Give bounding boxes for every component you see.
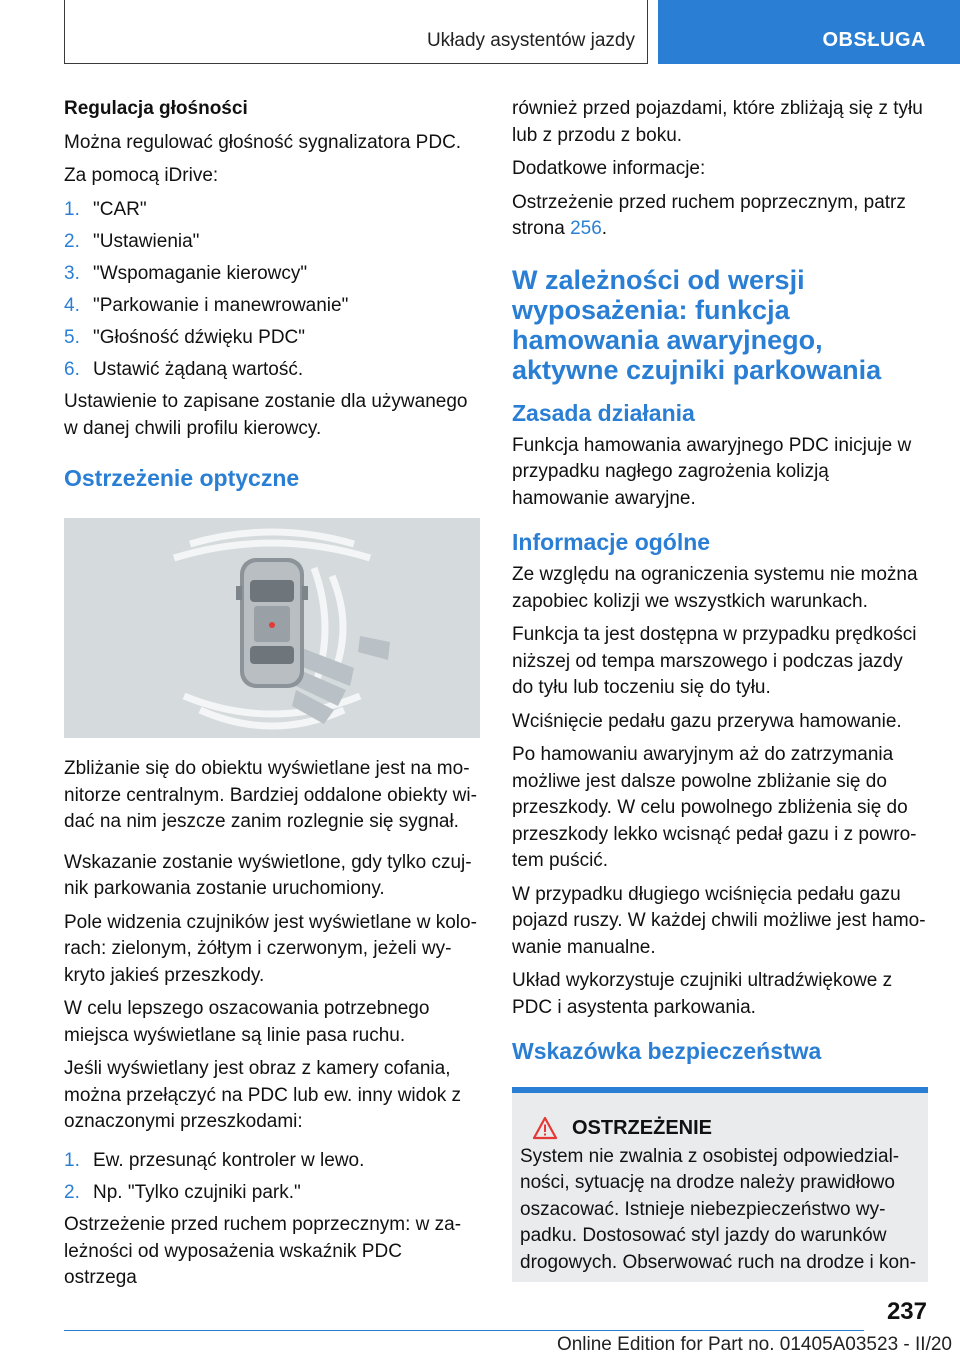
paragraph: Zbliżanie się do obiektu wyświetlane jest na mo-nitorze centralnym. Bardziej oddalone obiekty wi-dać na nim jeszcze zanim rozlegnie się sygnał.	[64, 758, 477, 832]
paragraph: Ze względu na ograniczenia systemu nie można zapobiec kolizji we wszystkich warunkach.	[512, 564, 918, 612]
list-item	[64, 293, 480, 320]
paragraph: Pole widzenia czujników jest wyświetlane w kolo-rach: zielonym, żółtym i czerwonym, jeżeli wy-kryto jakieś przeszkody.	[64, 911, 477, 986]
paragraph: również przed pojazdami, które zbliżają się z tyłu lub z przodu z boku.	[512, 98, 923, 146]
right-column	[512, 96, 928, 1282]
list-item	[64, 229, 480, 256]
subsection-safety: Wskazówka bezpieczeństwa	[512, 1038, 822, 1064]
subsection-general: Informacje ogólne	[512, 529, 711, 555]
footer-divider	[64, 1330, 864, 1331]
list-text: "Wspomaganie kierowcy"	[93, 262, 308, 284]
list-number: 6.	[64, 358, 80, 380]
paragraph: Dodatkowe informacje:	[512, 158, 706, 179]
list-text: "Ustawienia"	[93, 230, 200, 252]
warning-text: System nie zwalnia z osobistej odpowiedzial-ności, sytuację na drodze należy prawidłowo oszacować. Istnieje niebezpieczeństwo wy-padku. Dostosować styl jazdy do warunków drogowych. Obserwować ruch na drodze i kon-	[520, 1145, 917, 1273]
list-number: 2.	[64, 230, 80, 252]
list-text: Np. "Tylko czujniki park."	[93, 1181, 301, 1203]
list-number: 4.	[64, 294, 80, 316]
paragraph: Można regulować głośność sygnalizatora PDC.	[64, 131, 462, 153]
pdc-display-image	[64, 518, 480, 738]
list-item	[64, 261, 480, 288]
volume-heading: Regulacja głośności	[64, 98, 248, 119]
warning-box	[512, 1087, 928, 1282]
list-item	[64, 325, 480, 352]
header-frame	[64, 0, 648, 64]
paragraph: Funkcja hamowania awaryjnego PDC inicjuje w przypadku nagłego zagrożenia kolizją hamowanie awaryjne.	[512, 434, 912, 509]
list-text: Ustawić żądaną wartość.	[93, 358, 304, 380]
subsection-principle: Zasada działania	[512, 399, 695, 426]
paragraph: Za pomocą iDrive:	[64, 165, 219, 186]
section-title-visual-warning: Ostrzeżenie optyczne	[64, 465, 300, 491]
paragraph: Funkcja ta jest dostępna w przypadku prędkości niższej od tempa marszowego i podczas jazdy do tyłu lub toczeniu się do tyłu.	[512, 624, 917, 698]
list-number: 1.	[64, 198, 80, 220]
paragraph: Wskazanie zostanie wyświetlone, gdy tylko czuj-nik parkowania zostanie uruchomiony.	[64, 851, 472, 899]
list-item	[64, 357, 480, 384]
paragraph: W celu lepszego oszacowania potrzebnego miejsca wyświetlane są linie pasa ruchu.	[64, 998, 430, 1046]
page-number: 237	[886, 1298, 927, 1325]
list-item	[64, 1180, 480, 1207]
list-number: 1.	[64, 1149, 80, 1171]
warning-title: OSTRZEŻENIE	[572, 1117, 713, 1139]
cross-ref-text: Ostrzeżenie przed ruchem poprzecznym, patrz strona	[512, 191, 906, 239]
page-link[interactable]: 256	[570, 218, 602, 239]
list-text: "Parkowanie i manewrowanie"	[93, 294, 349, 316]
list-item	[64, 1148, 480, 1175]
car-sensor-illustration	[64, 518, 480, 738]
warning-triangle-icon	[532, 1116, 558, 1140]
paragraph: Jeśli wyświetlany jest obraz z kamery cofania, można przełączyć na PDC lub ew. inny widok z oznaczonymi przeszkodami:	[64, 1058, 462, 1132]
paragraph	[512, 190, 928, 243]
list-text: "Głośność dźwięku PDC"	[93, 326, 306, 348]
list-item	[64, 197, 480, 224]
camera-steps	[64, 1148, 480, 1207]
list-number: 3.	[64, 262, 80, 284]
header-section-title: Układy asystentów jazdy	[426, 30, 635, 51]
paragraph: Po hamowaniu awaryjnym aż do zatrzymania możliwe jest dalsze powolne zbliżanie się do przeszkody. W celu powolnego zbliżenia się do przeszkody lekko wcisnąć pedał gazu i z powro-tem puścić.	[512, 744, 917, 871]
main-section-title: W zależności od wersji wyposażenia: funkcja hamowania awaryjnego, aktywne czujniki parkowania	[512, 264, 882, 385]
paragraph: Ustawienie to zapisane zostanie dla używanego w danej chwili profilu kierowcy.	[64, 391, 468, 439]
list-number: 2.	[64, 1181, 80, 1203]
list-number: 5.	[64, 326, 80, 348]
list-text: "CAR"	[93, 198, 147, 220]
header-tab	[658, 0, 960, 64]
list-text: Ew. przesunąć kontroler w lewo.	[93, 1149, 365, 1171]
idrive-steps	[64, 197, 480, 384]
warning-header	[532, 1115, 920, 1142]
paragraph: Wciśnięcie pedału gazu przerywa hamowanie.	[512, 710, 902, 732]
left-column	[64, 96, 480, 1299]
footer-edition: Online Edition for Part no. 01405A03523 - II/20	[556, 1334, 952, 1355]
header-tab-label: OBSŁUGA	[822, 29, 926, 51]
paragraph: Układ wykorzystuje czujniki ultradźwiękowe z PDC i asystenta parkowania.	[512, 970, 893, 1018]
paragraph: W przypadku długiego wciśnięcia pedału gazu pojazd ruszy. W każdej chwili możliwe jest hamo-wanie manualne.	[512, 883, 926, 958]
cross-ref-end: .	[601, 218, 608, 239]
paragraph: Ostrzeżenie przed ruchem poprzecznym: w za-leżności od wyposażenia wskaźnik PDC ostrzega	[64, 1214, 462, 1288]
